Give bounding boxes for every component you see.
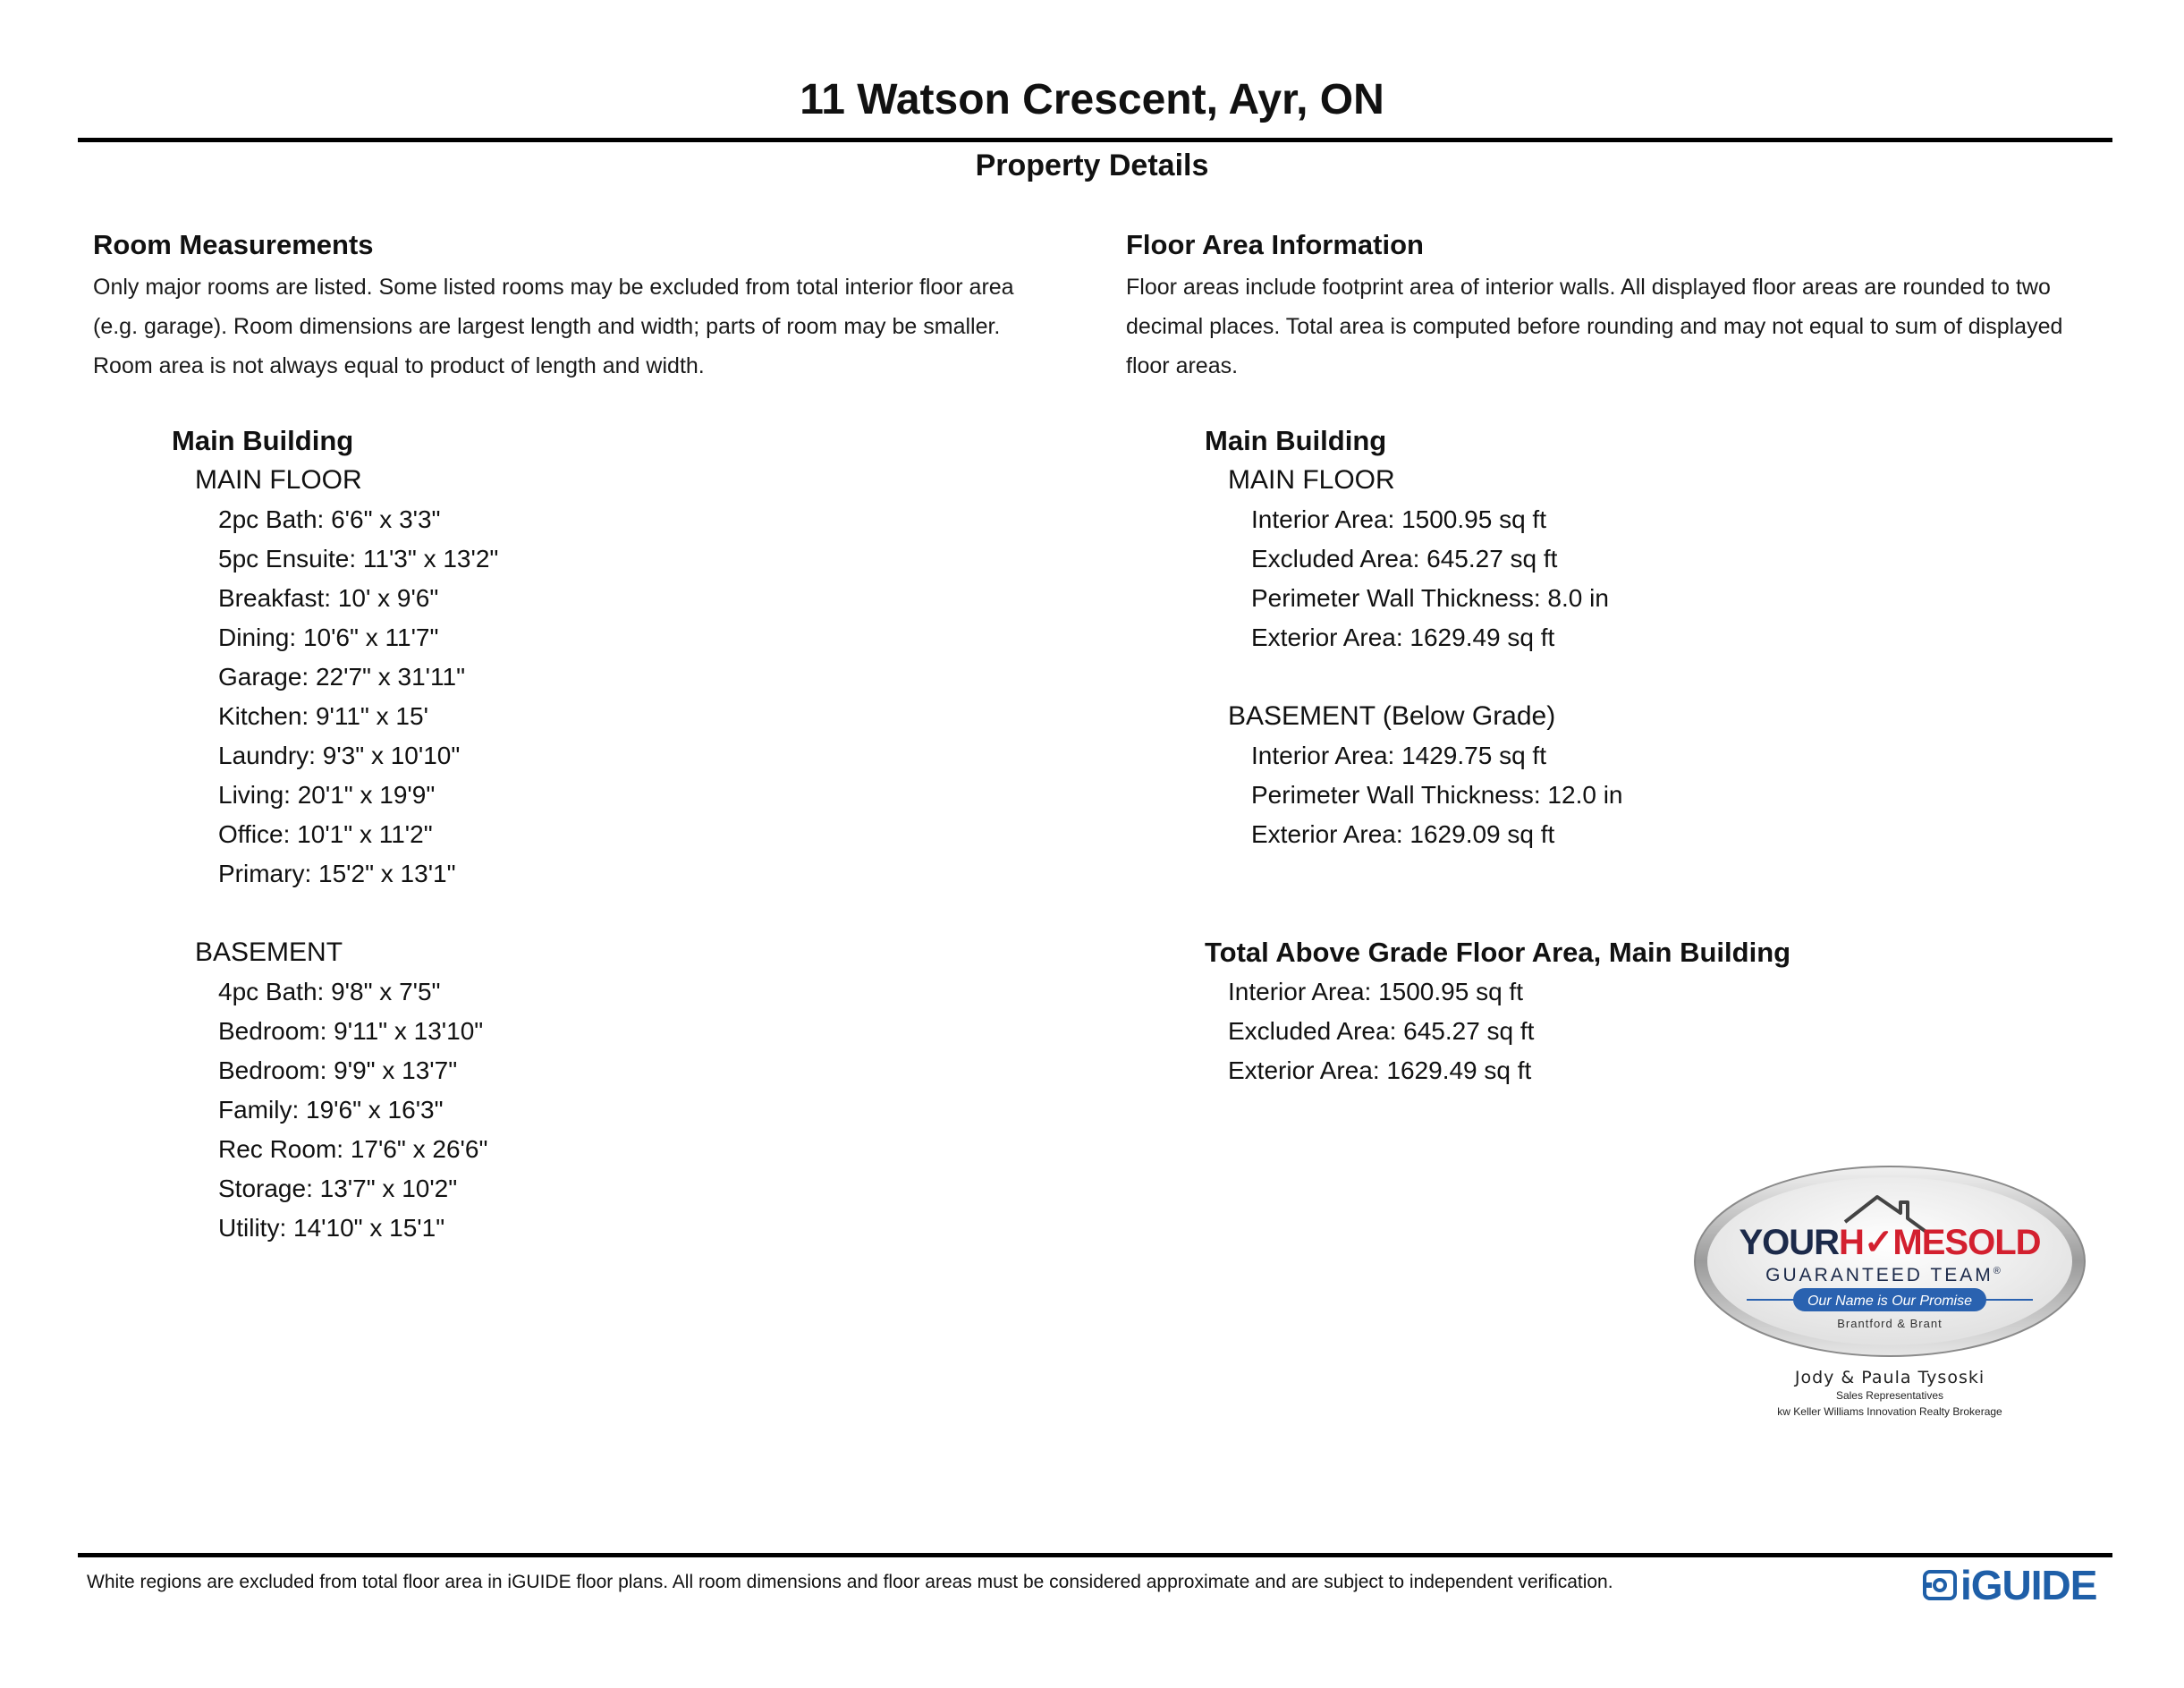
room-note-line: Only major rooms are listed. Some listed rooms may be excluded from total interior floor area xyxy=(93,275,1014,300)
logo-tagline: Our Name is Our Promise xyxy=(1807,1294,1973,1309)
iguide-logo-icon xyxy=(1923,1568,1957,1602)
room-item: Storage: 13'7" x 10'2" xyxy=(218,1175,458,1202)
room-item: Breakfast: 10' x 9'6" xyxy=(218,584,439,612)
logo-agents: Jody & Paula Tysoski xyxy=(1794,1368,1985,1387)
logo-registered: ® xyxy=(1993,1266,2003,1277)
room-item: Dining: 10'6" x 11'7" xyxy=(218,623,439,651)
header-rule xyxy=(78,138,2112,142)
area-item: Exterior Area: 1629.09 sq ft xyxy=(1251,820,1555,848)
room-item: Garage: 22'7" x 31'11" xyxy=(218,663,466,691)
building-heading: Main Building xyxy=(1205,425,1387,456)
floor-area-section xyxy=(1126,227,2128,1090)
logo-region: Brantford & Brant xyxy=(1837,1317,1943,1330)
area-item: Interior Area: 1429.75 sq ft xyxy=(1251,742,1546,769)
area-item: Interior Area: 1500.95 sq ft xyxy=(1251,505,1546,533)
spacer xyxy=(1126,657,2128,697)
area-item: Perimeter Wall Thickness: 12.0 in xyxy=(1251,781,1623,809)
total-area-item: Excluded Area: 645.27 sq ft xyxy=(1228,1017,1535,1045)
spacer xyxy=(1126,854,2128,933)
iguide-wordmark: iGUIDE xyxy=(1960,1562,2097,1608)
total-area-item: Interior Area: 1500.95 sq ft xyxy=(1228,978,1523,1005)
room-item: Office: 10'1" x 11'2" xyxy=(218,820,433,848)
room-item: Primary: 15'2" x 13'1" xyxy=(218,860,456,887)
room-item: Family: 19'6" x 16'3" xyxy=(218,1096,444,1124)
room-item: 5pc Ensuite: 11'3" x 13'2" xyxy=(218,545,499,573)
floor-area-note-line: floor areas. xyxy=(1126,353,1239,378)
room-note-line: Room area is not always equal to product of length and width. xyxy=(93,353,705,378)
iguide-brand xyxy=(1923,1563,2096,1607)
room-measurements-section xyxy=(93,227,1095,1248)
floor-area-note-line: Floor areas include footprint area of interior walls. All displayed floor areas are rounded to two xyxy=(1126,275,2051,300)
room-item: Rec Room: 17'6" x 26'6" xyxy=(218,1135,488,1163)
area-item: Perimeter Wall Thickness: 8.0 in xyxy=(1251,584,1609,612)
room-item: 2pc Bath: 6'6" x 3'3" xyxy=(218,505,441,533)
svg-text:YOURH✓MESOLD xyxy=(1739,1223,2040,1262)
logo-role: Sales Representatives xyxy=(1835,1389,1944,1402)
footer-disclaimer: White regions are excluded from total floor area in iGUIDE floor plans. All room dimensions and floor areas must be considered approximate and are subject to independent verification. xyxy=(87,1572,1613,1592)
total-area-heading: Total Above Grade Floor Area, Main Building xyxy=(1205,937,1791,968)
spacer xyxy=(93,894,1095,933)
page-title: 11 Watson Crescent, Ayr, ON xyxy=(800,76,1384,123)
floor-heading-main: MAIN FLOOR xyxy=(195,465,362,495)
room-item: Bedroom: 9'11" x 13'10" xyxy=(218,1017,484,1045)
logo-brokerage: kw Keller Williams Innovation Realty Brokerage xyxy=(1777,1405,2002,1418)
room-item: Utility: 14'10" x 15'1" xyxy=(218,1214,445,1242)
floor-heading-basement: BASEMENT xyxy=(195,937,343,967)
logo-word-your: YOUR xyxy=(1739,1223,1840,1262)
room-item: Kitchen: 9'11" x 15' xyxy=(218,702,428,730)
logo-word-me: ME xyxy=(1892,1223,1945,1262)
floor-heading-main: MAIN FLOOR xyxy=(1228,465,1395,495)
area-item: Excluded Area: 645.27 sq ft xyxy=(1251,545,1558,573)
room-measurements-title: Room Measurements xyxy=(93,229,374,260)
floor-area-title: Floor Area Information xyxy=(1126,229,1424,260)
yourhomesold-logo xyxy=(1693,1163,2087,1422)
area-item: Exterior Area: 1629.49 sq ft xyxy=(1251,623,1555,651)
logo-word-home: H xyxy=(1839,1223,1864,1262)
room-item: 4pc Bath: 9'8" x 7'5" xyxy=(218,978,441,1005)
room-item: Living: 20'1" x 19'9" xyxy=(218,781,436,809)
room-note-line: (e.g. garage). Room dimensions are largest length and width; parts of room may be smaller. xyxy=(93,314,1001,339)
page-subtitle: Property Details xyxy=(975,148,1209,182)
total-area-item: Exterior Area: 1629.49 sq ft xyxy=(1228,1056,1532,1084)
logo-word-sold: SOLD xyxy=(1944,1223,2041,1262)
floor-area-list xyxy=(1126,421,2128,1090)
logo-guaranteed: GUARANTEED TEAM xyxy=(1765,1265,1994,1285)
svg-text:GUARANTEED TEAM® xyxy=(1765,1265,2003,1285)
room-list xyxy=(93,421,1095,1248)
floor-heading-basement: BASEMENT (Below Grade) xyxy=(1228,701,1556,731)
check-icon: ✓ xyxy=(1863,1223,1893,1262)
room-item: Laundry: 9'3" x 10'10" xyxy=(218,742,461,769)
building-heading: Main Building xyxy=(172,425,354,456)
floor-area-note-line: decimal places. Total area is computed before rounding and may not equal to sum of displayed xyxy=(1126,314,2063,339)
room-item: Bedroom: 9'9" x 13'7" xyxy=(218,1056,458,1084)
footer-rule xyxy=(78,1553,2112,1557)
